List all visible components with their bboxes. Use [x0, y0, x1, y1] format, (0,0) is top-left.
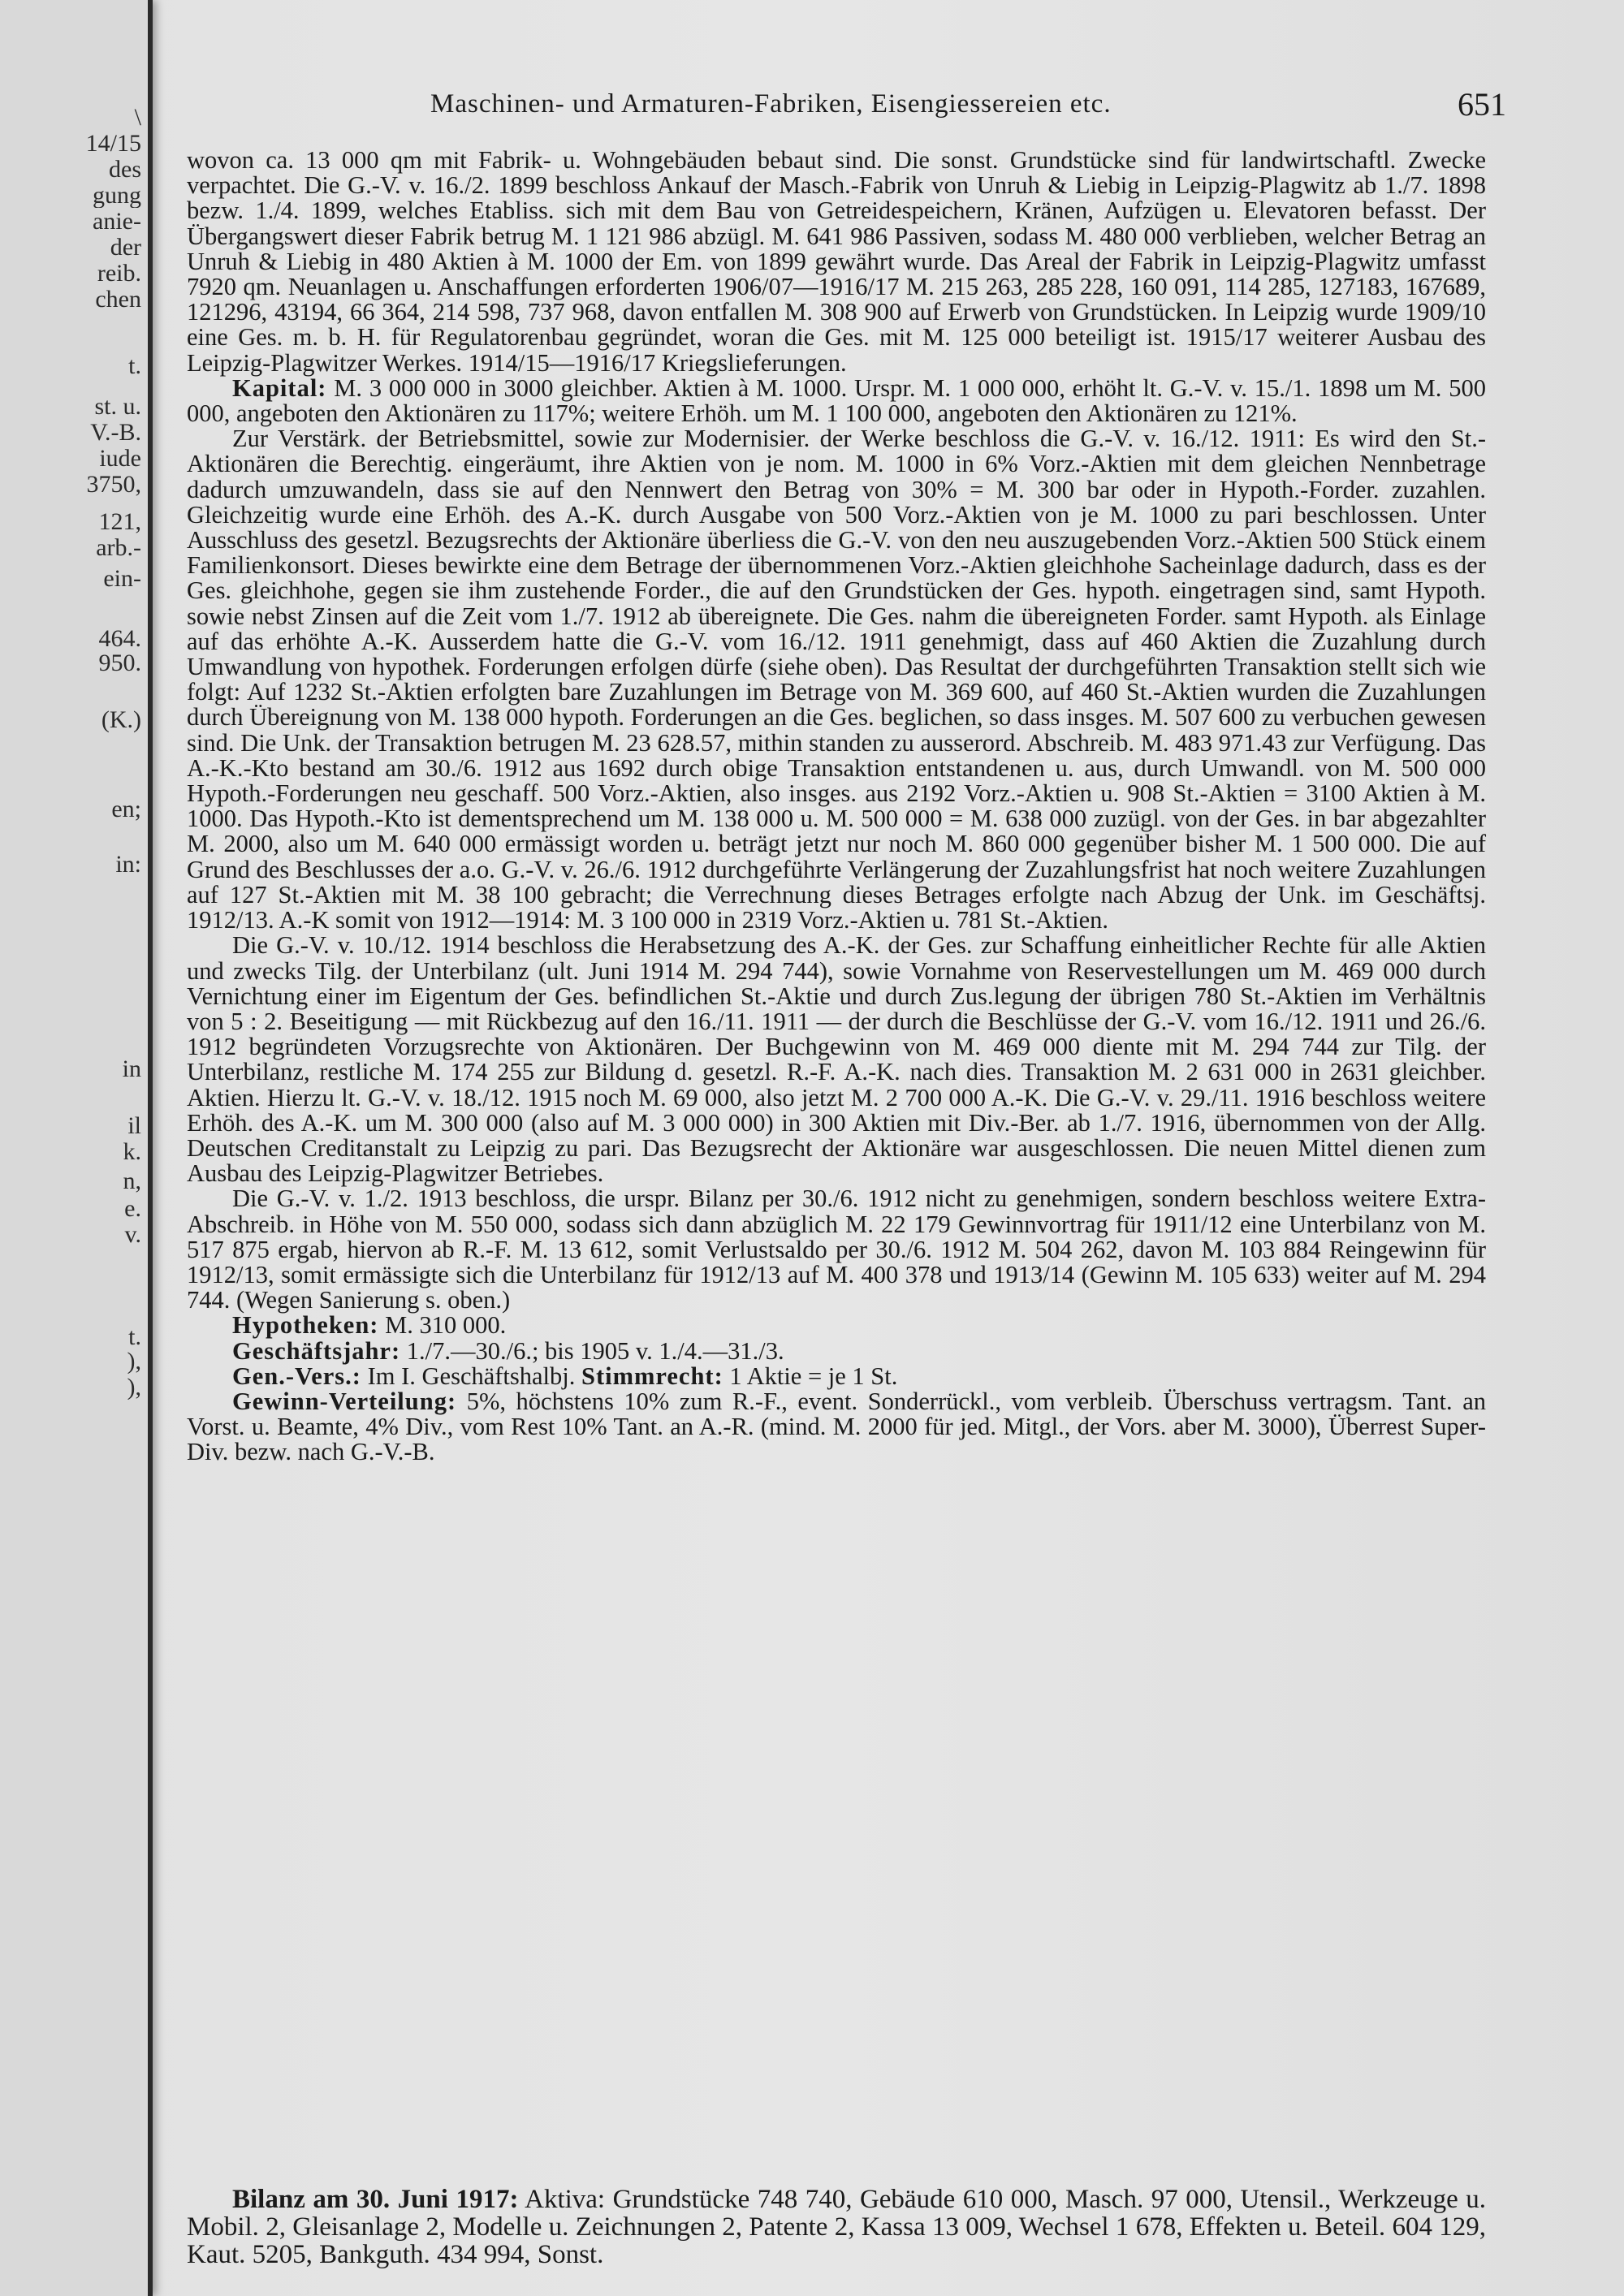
margin-fragment: n, — [123, 1169, 141, 1193]
stimmrecht-text: 1 Aktie = je 1 St. — [723, 1362, 898, 1390]
running-header-title: Maschinen- und Armaturen-Fabriken, Eisengiessereien etc. — [430, 89, 1112, 119]
herabsetzung-paragraph: Die G.-V. v. 10./12. 1914 beschloss die Herabsetzung des A.-K. der Ges. zur Schaffung einheitlicher Rechte für alle Aktien und zwecks Tilg. der Unterbilanz (ult. Juni 1914 M. 294 744), sowie Vornahme von Reservestellungen um M. 469 000 durch Vernichtung einer im Eigentum der Ges. befindlichen St.-Aktie und durch Zus.legung der übrigen 780 St.-Aktien im Verhältnis von 5 : 2. Beseitigung — mit Rückbezug auf den 16./11. 1911 — der durch die Beschlüsse der G.-V. vom 16./12. 1911 und 26./6. 1912 begründeten Vorzugsrechte von Aktionären. Der Buchgewinn von M. 469 000 diente mit M. 294 744 zur Tilg. der Unterbilanz, restliche M. 174 255 zur Bildung d. gesetzl. R.-F. A.-K. nach dies. Transaktion M. 2 631 000 in 2631 gleichber. Aktien. Hierzu lt. G.-V. v. 18./12. 1915 noch M. 69 000, also jetzt M. 2 700 000 A.-K. Die G.-V. v. 29./11. 1916 beschloss weitere Erhöh. des A.-K. um M. 300 000 (also auf M. 3 000 000) in 300 Aktien mit Div.-Ber. ab 1./7. 1916, übernommen von der Allg. Deutschen Creditanstalt zu Leipzig zu pari. Das Bezugsrecht der Aktionäre war ausgeschlossen. Die neuen Mittel dienen zum Ausbau des Leipzig-Plagwitzer Betriebes. — [187, 931, 1486, 1188]
margin-fragment: ), — [127, 1349, 141, 1374]
gen-vers-text: Im I. Geschäftshalbj. — [361, 1362, 581, 1390]
margin-fragment: gung — [93, 183, 141, 208]
margin-fragment: arb.- — [96, 536, 141, 560]
bilanz-paragraph — [187, 2186, 1486, 2268]
gewinn-verteilung-text: 5%, höchstens 10% zum R.-F., event. Sonderrückl., vom verbleib. Überschuss vertragsm. Tant. an Vorst. u. Beamte, 4% Div., vom Rest 10% Tant. an A.-R. (mind. M. 2000 für jed. Mitgl., der Vors. aber M. 3000), Überrest Super-Div. bezw. nach G.-V.-B. — [187, 1387, 1486, 1466]
margin-fragment: \ — [134, 106, 141, 130]
running-header — [187, 81, 1506, 130]
margin-fragment: 464. — [98, 627, 141, 651]
geschaeftsjahr-line — [187, 1336, 1486, 1365]
bilanz-text: Aktiva: Grundstücke 748 740, Gebäude 610 000, Masch. 97 000, Utensil., Werkzeuge u. Mobil. 2, Gleisanlage 2, Modelle u. Zeichnungen 2, Patente 2, Kassa 13 009, Wechsel 1 678, Effekten u. Beteil. 604 129, Kaut. 5205, Bankguth. 434 994, Sonst. — [187, 2185, 1486, 2269]
intro-paragraph: wovon ca. 13 000 qm mit Fabrik- u. Wohngebäuden bebaut sind. Die sonst. Grundstücke sind für landwirtschaftl. Zwecke verpachtet. Die G.-V. v. 16./2. 1899 beschloss Ankauf der Masch.-Fabrik von Unruh & Liebig in Leipzig-Plagwitz ab 1./7. 1898 bezw. 1./4. 1899, welches Etabliss. sich mit dem Bau von Getreidespeichern, Kränen, Aufzügen u. Elevatoren befasst. Der Übergangswert dieser Fabrik betrug M. 1 121 986 abzügl. M. 641 986 Passiven, sodass M. 480 000 verblieben, welcher Betrag an Unruh & Liebig in 480 Aktien à M. 1000 der Em. von 1899 gewährt wurde. Das Areal der Fabrik in Leipzig-Plagwitz umfasst 7920 qm. Neuanlagen u. Anschaffungen erforderten 1906/07—1916/17 M. 215 263, 285 228, 160 091, 114 285, 127183, 167689, 121296, 43194, 66 364, 214 598, 737 968, davon entfallen M. 308 900 auf Erwerb von Grundstücken. In Leipzig wurde 1909/10 eine Ges. m. b. H. für Regulatorenbau gegründet, woran die Ges. mit M. 125 000 beteiligt ist. 1915/17 weiterer Ausbau des Leipzig-Plagwitzer Werkes. 1914/15—1916/17 Kriegslieferungen. — [187, 146, 1486, 377]
article-body — [187, 148, 1486, 1465]
margin-fragment: chen — [95, 287, 141, 312]
margin-fragment: in — [122, 1057, 141, 1081]
margin-fragment: anie- — [93, 209, 141, 234]
margin-fragment: il — [127, 1114, 141, 1138]
hypotheken-text: M. 310 000. — [378, 1311, 507, 1340]
gewinn-verteilung-paragraph — [187, 1389, 1486, 1465]
margin-fragment: 121, — [98, 510, 141, 534]
margin-fragment: ein- — [103, 567, 141, 591]
kapital-label: Kapital: — [232, 373, 327, 402]
kapital-paragraph — [187, 373, 1486, 428]
margin-fragment: st. u. — [94, 395, 141, 419]
stimmrecht-label: Stimmrecht: — [581, 1362, 723, 1390]
page-number: 651 — [1458, 86, 1506, 123]
bilanz-label: Bilanz am 30. Juni 1917: — [232, 2185, 519, 2214]
margin-fragment: t. — [128, 1325, 141, 1349]
gen-vers-line — [187, 1364, 1486, 1389]
gv-1913-paragraph: Die G.-V. v. 1./2. 1913 beschloss, die urspr. Bilanz per 30./6. 1912 nicht zu genehmigen, sondern beschloss weitere Extra-Abschreib. in Höhe von M. 550 000, sodass sich dann abzüglich M. 22 179 Gewinnvortrag für 1911/12 eine Unterbilanz von M. 517 875 ergab, hiervon ab R.-F. M. 13 612, somit Verlustsaldo per 30./6. 1912 M. 504 262, davon M. 103 884 Reingewinn für 1912/13, somit ermässigte sich die Unterbilanz für 1912/13 auf M. 400 378 und 1913/14 (Gewinn M. 105 633) weiter auf M. 294 744. (Wegen Sanierung s. oben.) — [187, 1185, 1486, 1314]
kapital-text: M. 3 000 000 in 3000 gleichber. Aktien à M. 1000. Urspr. M. 1 000 000, erhöht lt. G.-V. v. 15./1. 1898 um M. 500 000, angeboten den Aktionären zu 117%; weitere Erhöh. um M. 1 100 000, angeboten den Aktionären zu 121%. — [187, 373, 1486, 428]
hypotheken-label: Hypotheken: — [232, 1311, 379, 1340]
geschaeftsjahr-text: 1./7.—30./6.; bis 1905 v. 1./4.—31./3. — [400, 1336, 784, 1365]
gen-vers-label: Gen.-Vers.: — [232, 1362, 361, 1390]
margin-fragment: en; — [111, 797, 141, 822]
margin-fragment: k. — [123, 1140, 141, 1164]
margin-fragment: V.-B. — [90, 421, 141, 445]
margin-fragment: t. — [128, 354, 141, 378]
margin-fragment: ), — [127, 1375, 141, 1400]
geschaeftsjahr-label: Geschäftsjahr: — [232, 1336, 401, 1365]
margin-fragment: v. — [124, 1223, 141, 1247]
hypotheken-line — [187, 1313, 1486, 1338]
margin-fragment: der — [110, 235, 141, 260]
margin-fragment: iude — [99, 447, 141, 471]
margin-fragment: 14/15 — [85, 132, 141, 156]
margin-fragment: in: — [115, 852, 141, 877]
margin-fragment: 950. — [98, 651, 141, 675]
gewinn-verteilung-label: Gewinn-Verteilung: — [232, 1387, 457, 1415]
margin-fragment: des — [109, 158, 141, 182]
margin-fragment: reib. — [97, 261, 141, 286]
margin-fragment: e. — [124, 1197, 141, 1221]
verstaerkung-paragraph: Zur Verstärk. der Betriebsmittel, sowie zur Modernisier. der Werke beschloss die G.-V. v. 16./12. 1911: Es wird den St.-Aktionären die Berechtig. eingeräumt, ihre Aktien von je nom. M. 1000 in 6% Vorz.-Aktien mit dem gleichen Nennbetrage dadurch umzuwandeln, dass sie auf den Nennwert den Betrag von 30% = M. 300 bar oder in Hypoth.-Forder. zuzahlen. Gleichzeitig wurde eine Erhöh. des A.-K. durch Ausgabe von 500 Vorz.-Aktien von je M. 1000 zu pari beschlossen. Unter Ausschluss des gesetzl. Bezugsrechts der Aktionäre überliess die G.-V. von den neu auszugebenden Vorz.-Aktien 500 Stück einem Familienkonsort. Dieses bewirkte eine dem Betrage der übernommenen Vorz.-Aktien gleichhohe Sacheinlage dadurch, dass es der Ges. gleichhohe, gegen sie ihm zustehende Forder., die auf den Grundstücken der Ges. hypoth. eingetragen sind, samt Hypoth. sowie nebst Zinsen auf die Zeit vom 1./7. 1912 ab übereignete. Die Ges. nahm die übereigneten Forder. samt Hypoth. als Einlage auf das erhöhte A.-K. Ausserdem hatte die G.-V. vom 16./12. 1911 genehmigt, dass auf 460 Aktien die Zuzahlung durch Umwandlung von hypothek. Forderungen erfolgen dürfe (siehe oben). Das Resultat der durchgeführten Transaktion stellt sich wie folgt: Auf 1232 St.-Aktien erfolgten bare Zuzahlungen im Betrage von M. 369 600, auf 460 St.-Aktien wurden die Zuzahlungen durch Übereignung von M. 138 000 hypoth. Forderungen an die Ges. beglichen, so dass insges. M. 507 600 zu verbuchen gewesen sind. Die Unk. der Transaktion betrugen M. 23 628.57, mithin standen zu ausserord. Abschreib. M. 483 971.43 zur Verfügung. Das A.-K.-Kto bestand am 30./6. 1912 aus 1692 durch obige Transaktion entstandenen u. aus, durch Umwandl. von M. 500 000 Hypoth.-Forderungen neu geschaff. 500 Vorz.-Aktien, also insges. aus 2192 Vorz.-Aktien u. 908 St.-Aktien = 3100 Aktien à M. 1000. Das Hypoth.-Kto ist dementsprechend um M. 138 000 u. M. 500 000 = M. 638 000 zuzügl. von der Ges. in bar abgezahlter M. 2000, also um M. 640 000 ermässigt worden u. beträgt jetzt nur noch M. 860 000 gegenüber bisher M. 1 500 000. Die auf Grund des Beschlusses der a.o. G.-V. v. 26./6. 1912 durchgeführte Verlängerung der Zuzahlungsfrist hat noch weitere Zuzahlungen auf 127 St.-Aktien mit M. 38 100 gebracht; die Verrechnung dieses Betrages erfolgte nach Abzug der Unk. im Geschäftsj. 1912/13. A.-K somit von 1912—1914: M. 3 100 000 in 2319 Vorz.-Aktien u. 781 St.-Aktien. — [187, 425, 1486, 934]
bilanz-section — [187, 2186, 1486, 2268]
margin-fragment: 3750, — [86, 473, 141, 497]
left-neighbour-page-strip — [0, 0, 153, 2296]
margin-fragment: (K.) — [101, 708, 141, 732]
